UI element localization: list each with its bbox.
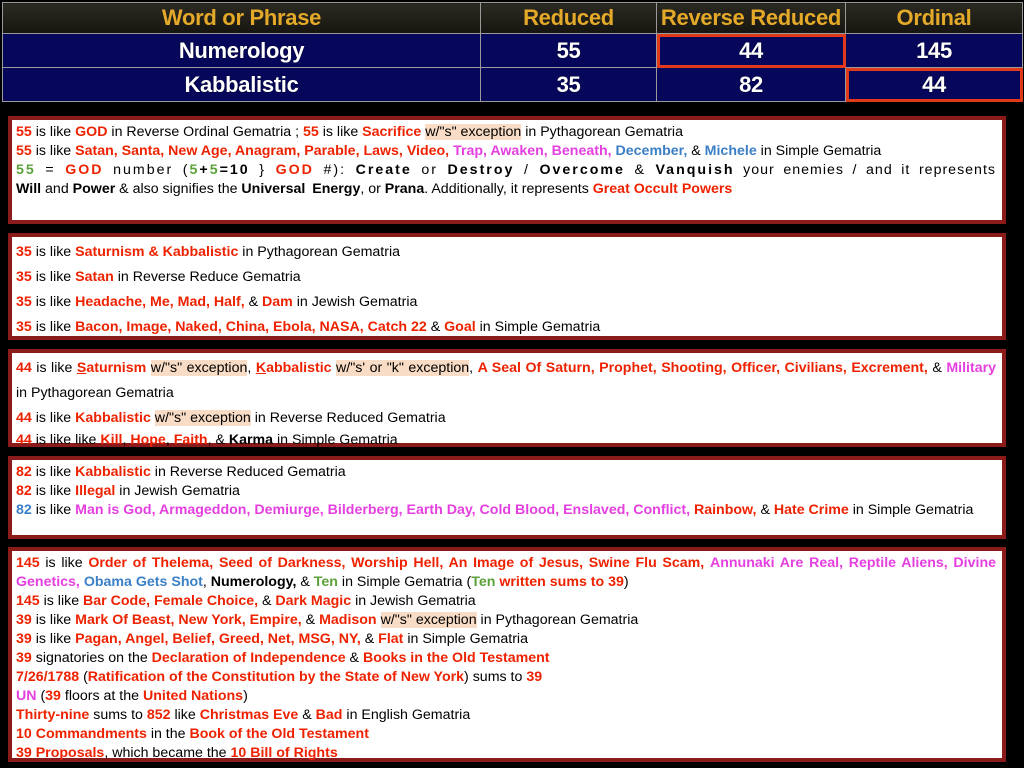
- note-text: is like: [31, 143, 76, 159]
- note-text: sums to: [89, 707, 147, 723]
- cell-ordinal: 145: [846, 34, 1023, 68]
- note-text: in Pythagorean Gematria: [476, 612, 639, 628]
- note-text: in Simple Gematria: [756, 143, 882, 159]
- highlighted-term: Declaration of Independence: [151, 650, 346, 666]
- note-text: /: [514, 162, 540, 178]
- bold-term: Create: [355, 162, 412, 178]
- highlighted-term: Thirty-nine: [16, 707, 90, 723]
- highlighted-term: Ten: [313, 574, 338, 590]
- note-line: [16, 240, 996, 265]
- note-text: in English Gematria: [342, 707, 471, 723]
- note-text: number (: [103, 162, 190, 178]
- note-text: ,: [469, 360, 478, 376]
- highlighted-term: 35: [16, 244, 32, 260]
- note-text: in Simple Gematria (: [337, 574, 472, 590]
- note-text: ): [243, 688, 248, 704]
- highlighted-term: Sacrifice: [362, 124, 422, 140]
- exception-note: w/"s" exception: [380, 612, 477, 628]
- note-box-145: [8, 547, 1006, 762]
- exception-note: w/"s" exception: [425, 124, 522, 140]
- note-text: is like: [31, 319, 76, 335]
- note-text: , &: [207, 432, 229, 448]
- note-line: [16, 501, 996, 520]
- note-text: ,: [165, 432, 174, 448]
- note-line: [16, 356, 996, 406]
- bold-term: Vanquish: [655, 162, 735, 178]
- highlighted-term: Obama Gets Shot: [83, 574, 203, 590]
- header-reduced: Reduced: [481, 3, 657, 34]
- gematria-table: [2, 2, 1023, 102]
- cell-ordinal-highlighted: 44: [846, 68, 1023, 102]
- highlighted-term: 852: [146, 707, 171, 723]
- note-text: in Pythagorean Gematria: [16, 385, 174, 401]
- highlighted-term: Rainbow,: [693, 502, 757, 518]
- note-text: ): [623, 574, 629, 590]
- cell-word: Numerology: [3, 34, 481, 68]
- note-text: &: [624, 162, 656, 178]
- note-text: &: [301, 612, 320, 628]
- note-text: &: [687, 143, 705, 159]
- note-text: is like: [31, 464, 76, 480]
- highlighted-term: Ten: [471, 574, 496, 590]
- note-text: ,: [122, 432, 131, 448]
- highlighted-term: Annunaki Are Real, Reptile Aliens, Divine Genetics,: [16, 555, 996, 590]
- highlighted-term: Great Occult Powers: [592, 181, 733, 197]
- note-text: in Simple Gematria: [848, 502, 974, 518]
- exception-note: w/"s' or "k" exception: [336, 360, 470, 376]
- note-text: in Reverse Reduced Gematria: [150, 464, 346, 480]
- note-line: [16, 668, 996, 687]
- highlighted-term: Hate Crime: [773, 502, 849, 518]
- note-line: [16, 315, 996, 340]
- highlighted-term: Flat: [378, 631, 404, 647]
- cell-word: Kabbalistic: [3, 68, 481, 102]
- highlighted-term: S: [76, 360, 87, 376]
- note-line: [16, 554, 996, 592]
- note-line: [16, 706, 996, 725]
- highlighted-term: Headache, Me, Mad, Half,: [75, 294, 245, 310]
- note-text: &: [426, 319, 445, 335]
- note-text: in Pythagorean Gematria: [238, 244, 401, 260]
- table-header-row: [3, 3, 1023, 34]
- highlighted-term: Order of Thelema, Seed of Darkness, Worship Hell, An Image of Jesus, Swine Flu Scam,: [88, 555, 705, 571]
- table-row: [3, 34, 1023, 68]
- header-reverse-reduced: Reverse Reduced: [657, 3, 846, 34]
- highlighted-term: Military: [946, 360, 996, 376]
- note-text: . Additionally, it represents: [424, 181, 593, 197]
- note-line: [16, 592, 996, 611]
- highlighted-term: 39: [16, 650, 32, 666]
- note-line: [16, 649, 996, 668]
- note-line: [16, 142, 996, 161]
- note-text: &: [756, 502, 774, 518]
- bold-term: Numerology,: [210, 574, 297, 590]
- bold-term: Universal Energy: [241, 181, 361, 197]
- note-text: &: [258, 593, 276, 609]
- highlighted-term: 5: [209, 162, 220, 178]
- note-text: is like: [31, 269, 76, 285]
- header-word: Word or Phrase: [3, 3, 481, 34]
- highlighted-term: Mark Of Beast, New York, Empire,: [75, 612, 302, 628]
- highlighted-term: written sums to 39: [499, 574, 624, 590]
- highlighted-term: 39: [45, 688, 61, 704]
- highlighted-term: Kabbalistic: [75, 464, 151, 480]
- note-line: [16, 611, 996, 630]
- highlighted-term: 44: [16, 432, 32, 448]
- note-line: [16, 123, 996, 142]
- bold-term: Karma: [228, 432, 274, 448]
- highlighted-term: 7/26/1788: [16, 669, 80, 685]
- note-box-82: [8, 456, 1006, 539]
- note-text: like: [170, 707, 200, 723]
- note-text: & also signifies the: [115, 181, 242, 197]
- note-text: is like: [31, 294, 76, 310]
- note-text: &: [296, 574, 314, 590]
- highlighted-term: abbalistic: [266, 360, 332, 376]
- note-text: in Jewish Gematria: [292, 294, 418, 310]
- note-text: }: [249, 162, 276, 178]
- note-line: [16, 463, 996, 482]
- highlighted-term: 44: [16, 360, 32, 376]
- note-line: [16, 290, 996, 315]
- note-text: ,: [247, 360, 256, 376]
- bold-term: Prana: [384, 181, 425, 197]
- header-ordinal: Ordinal: [846, 3, 1023, 34]
- highlighted-term: Kabbalistic: [75, 410, 151, 426]
- note-text: &: [244, 294, 263, 310]
- note-text: #):: [313, 162, 356, 178]
- highlighted-term: Michele: [704, 143, 757, 159]
- bold-term: =10: [219, 162, 250, 178]
- note-line: [16, 431, 996, 450]
- highlighted-term: 35: [16, 319, 32, 335]
- note-text: is like: [31, 410, 76, 426]
- highlighted-term: Hope: [130, 432, 166, 448]
- highlighted-term: 44: [16, 410, 32, 426]
- note-text: =: [35, 162, 66, 178]
- note-text: in Jewish Gematria: [351, 593, 476, 609]
- cell-reverse-reduced-highlighted: 44: [657, 34, 846, 68]
- cell-reduced: 35: [481, 68, 657, 102]
- note-text: is like: [39, 555, 89, 571]
- bold-term: Destroy: [447, 162, 515, 178]
- highlighted-term: Man is God, Armageddon, Demiurge, Bilderberg, Earth Day, Cold Blood, Enslaved, Conflict,: [75, 502, 691, 518]
- note-text: is like: [31, 360, 77, 376]
- note-text: &: [298, 707, 316, 723]
- highlighted-term: GOD: [75, 124, 108, 140]
- highlighted-term: Satan: [75, 269, 114, 285]
- highlighted-term: December,: [615, 143, 688, 159]
- highlighted-term: Illegal: [75, 483, 116, 499]
- cell-reverse-reduced: 82: [657, 68, 846, 102]
- note-text: ) sums to: [464, 669, 527, 685]
- note-text: in Reverse Reduce Gematria: [113, 269, 301, 285]
- note-text: ,: [202, 574, 211, 590]
- highlighted-term: K: [255, 360, 267, 376]
- highlighted-term: Bad: [315, 707, 343, 723]
- note-line: [16, 406, 996, 431]
- note-line: [16, 161, 996, 199]
- highlighted-term: 55: [303, 124, 319, 140]
- note-text: in Simple Gematria: [403, 631, 528, 647]
- bold-term: +: [199, 162, 210, 178]
- note-text: [377, 612, 381, 628]
- highlighted-term: 82: [16, 502, 32, 518]
- highlighted-term: Satan, Santa, New Age, Anagram, Parable, Laws, Video,: [75, 143, 450, 159]
- note-text: (: [79, 669, 88, 685]
- note-text: is like like: [31, 432, 101, 448]
- highlighted-term: 145: [16, 593, 40, 609]
- highlighted-term: Saturnism & Kabbalistic: [75, 244, 239, 260]
- note-line: [16, 265, 996, 290]
- highlighted-term: Book of the Old Testament: [189, 726, 369, 742]
- highlighted-term: 35: [16, 294, 32, 310]
- note-text: , which became the: [104, 745, 231, 761]
- table-row: [3, 68, 1023, 102]
- highlighted-term: 82: [16, 464, 32, 480]
- highlighted-term: 39: [526, 669, 543, 685]
- highlighted-term: Ratification of the Constitution by the State of New York: [87, 669, 465, 685]
- note-text: in Reverse Ordinal Gematria ;: [107, 124, 304, 140]
- note-text: in the: [146, 726, 190, 742]
- note-text: floors at the: [60, 688, 143, 704]
- highlighted-term: Faith: [173, 432, 208, 448]
- note-line: [16, 687, 996, 706]
- highlighted-term: Bar Code, Female Choice,: [83, 593, 259, 609]
- note-text: is like: [31, 631, 76, 647]
- highlighted-term: UN: [16, 688, 37, 704]
- highlighted-term: Kill: [100, 432, 123, 448]
- cell-reduced: 55: [481, 34, 657, 68]
- highlighted-term: 55: [16, 124, 32, 140]
- highlighted-term: 39: [16, 612, 32, 628]
- note-text: is like: [31, 483, 76, 499]
- note-text: &: [360, 631, 379, 647]
- note-text: is like: [39, 593, 84, 609]
- highlighted-term: GOD: [275, 162, 314, 178]
- note-text: your enemies / and it represents: [734, 162, 996, 178]
- note-text: in Jewish Gematria: [115, 483, 240, 499]
- highlighted-term: Pagan, Angel, Belief, Greed, Net, MSG, NY,: [75, 631, 361, 647]
- highlighted-term: United Nations: [142, 688, 244, 704]
- note-text: , or: [360, 181, 385, 197]
- note-text: (: [36, 688, 46, 704]
- highlighted-term: Madison: [319, 612, 377, 628]
- highlighted-term: Books in the Old Testament: [362, 650, 550, 666]
- note-box-35: [8, 233, 1006, 340]
- highlighted-term: 35: [16, 269, 32, 285]
- highlighted-term: 10 Commandments: [16, 726, 147, 742]
- exception-note: w/"s" exception: [154, 410, 251, 426]
- highlighted-term: Bacon, Image, Naked, China, Ebola, NASA, Catch 22: [75, 319, 427, 335]
- note-line: [16, 725, 996, 744]
- note-text: is like: [31, 124, 76, 140]
- note-line: [16, 482, 996, 501]
- note-text: &: [345, 650, 363, 666]
- bold-term: Power: [72, 181, 116, 197]
- highlighted-term: 39 Proposals: [16, 745, 105, 761]
- highlighted-term: Trap, Awaken, Beneath,: [453, 143, 612, 159]
- note-text: in Simple Gematria: [475, 319, 601, 335]
- highlighted-term: A Seal Of Saturn, Prophet, Shooting, Officer, Civilians, Excrement,: [477, 360, 928, 376]
- note-text: is like: [31, 244, 76, 260]
- note-text: in Reverse Reduced Gematria: [250, 410, 446, 426]
- highlighted-term: 55: [16, 143, 32, 159]
- note-text: is like: [318, 124, 363, 140]
- bold-term: Overcome: [539, 162, 625, 178]
- note-box-55: [8, 116, 1006, 224]
- note-text: or: [411, 162, 448, 178]
- note-text: in Simple Gematria: [273, 432, 398, 448]
- highlighted-term: 39: [16, 631, 32, 647]
- note-box-44: [8, 349, 1006, 447]
- note-text: is like: [31, 502, 76, 518]
- note-text: signatories on the: [31, 650, 152, 666]
- note-line: [16, 744, 996, 763]
- note-text: &: [927, 360, 947, 376]
- highlighted-term: Dam: [262, 294, 293, 310]
- note-line: [16, 630, 996, 649]
- highlighted-term: 5: [189, 162, 200, 178]
- note-text: in Pythagorean Gematria: [521, 124, 683, 140]
- bold-term: Will: [16, 181, 42, 197]
- highlighted-term: 55: [16, 162, 36, 178]
- highlighted-term: aturnism: [86, 360, 147, 376]
- note-text: is like: [31, 612, 76, 628]
- highlighted-term: Goal: [444, 319, 476, 335]
- highlighted-term: GOD: [65, 162, 104, 178]
- highlighted-term: Christmas Eve: [199, 707, 299, 723]
- note-text: and: [41, 181, 73, 197]
- highlighted-term: 10 Bill of Rights: [230, 745, 338, 761]
- exception-note: w/"s" exception: [150, 360, 248, 376]
- highlighted-term: 145: [16, 555, 40, 571]
- highlighted-term: 82: [16, 483, 32, 499]
- highlighted-term: Dark Magic: [275, 593, 352, 609]
